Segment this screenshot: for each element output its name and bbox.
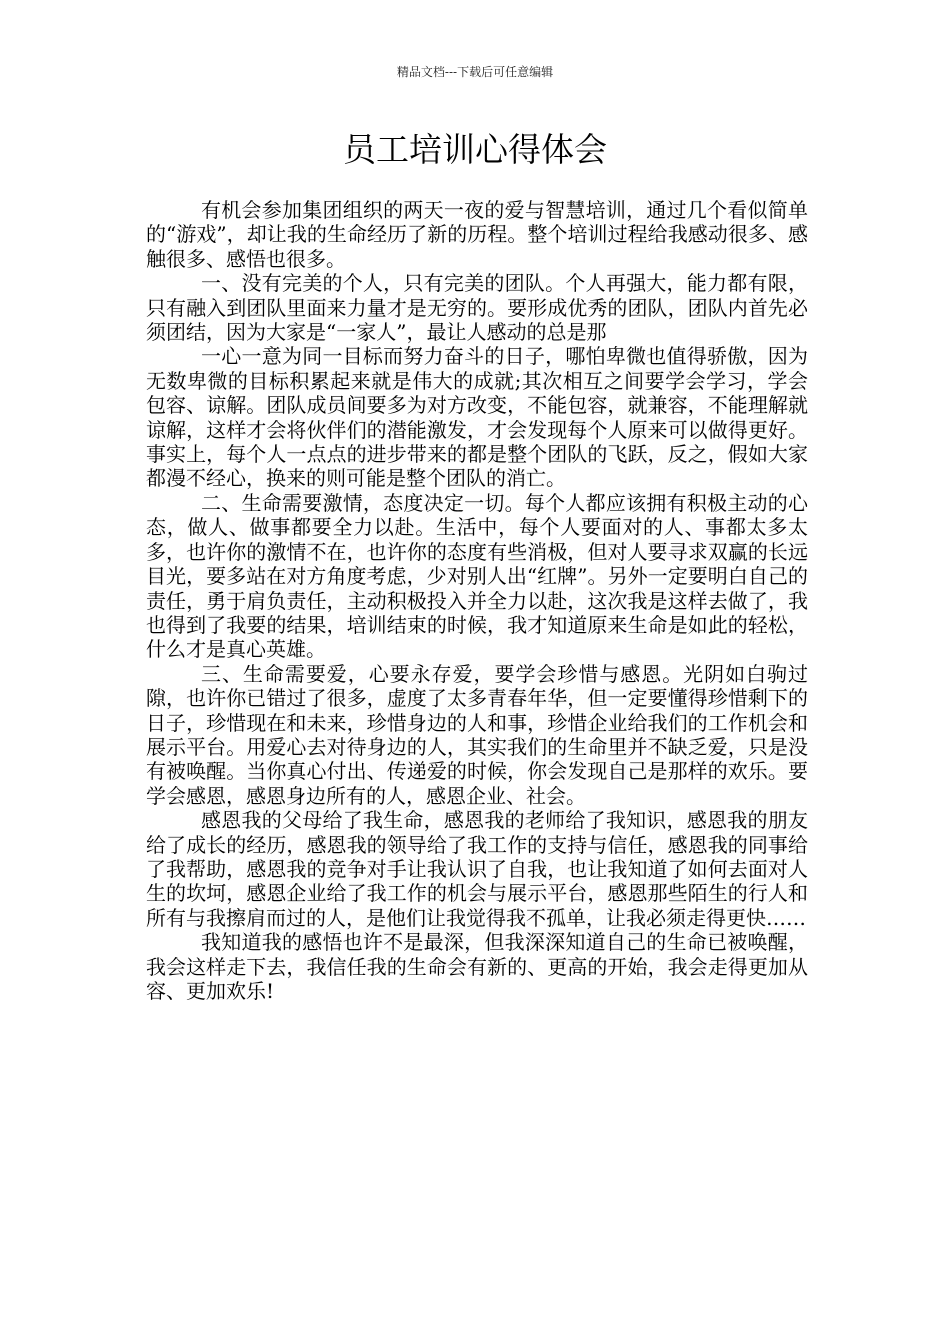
paragraph-conclusion: 我知道我的感悟也许不是最深，但我深深知道自己的生命已被唤醒，我会这样走下去，我信任我的生命会有新的、更高的开始，我会走得更加从容、更加欢乐!	[146, 930, 808, 1003]
paragraph-intro: 有机会参加集团组织的两天一夜的爱与智慧培训，通过几个看似简单的“游戏”，却让我的生命经历了新的历程。整个培训过程给我感动很多、感触很多、感悟也很多。	[146, 198, 808, 271]
document-title: 员工培训心得体会	[343, 130, 607, 169]
paragraph-team-continued: 一心一意为同一目标而努力奋斗的日子，哪怕卑微也值得骄傲，因为无数卑微的目标积累起来就是伟大的成就;其次相互之间要学会学习，学会包容、谅解。团队成员间要多为对方改变，不能包容，就兼容，不能理解就谅解，这样才会将伙伴们的潜能激发，才会发现每个人原来可以做得更好。事实上，每个人一点点的进步带来的都是整个团队的飞跃，反之，假如大家都漫不经心，换来的则可能是整个团队的消亡。	[146, 344, 808, 491]
paragraph-love: 三、生命需要爱，心要永存爱，要学会珍惜与感恩。光阴如白驹过隙，也许你已错过了很多，虚度了太多青春年华，但一定要懂得珍惜剩下的日子，珍惜现在和未来，珍惜身边的人和事，珍惜企业给我们的工作机会和展示平台。用爱心去对待身边的人，其实我们的生命里并不缺乏爱，只是没有被唤醒。当你真心付出、传递爱的时候，你会发现自己是那样的欢乐。要学会感恩，感恩身边所有的人，感恩企业、社会。	[146, 661, 808, 808]
document-body	[146, 198, 808, 1003]
page-header: 精品文档---下载后可任意编辑	[396, 65, 554, 79]
paragraph-gratitude: 感恩我的父母给了我生命，感恩我的老师给了我知识，感恩我的朋友给了成长的经历，感恩我的领导给了我工作的支持与信任，感恩我的同事给了我帮助，感恩我的竞争对手让我认识了自我，也让我知道了如何去面对人生的坎坷，感恩企业给了我工作的机会与展示平台，感恩那些陌生的行人和所有与我擦肩而过的人，是他们让我觉得我不孤单，让我必须走得更快……	[146, 808, 808, 930]
paragraph-team: 一、没有完美的个人，只有完美的团队。个人再强大，能力都有限，只有融入到团队里面来力量才是无穷的。要形成优秀的团队，团队内首先必须团结，因为大家是“一家人”，最让人感动的总是那	[146, 271, 808, 345]
paragraph-passion: 二、生命需要激情，态度决定一切。每个人都应该拥有积极主动的心态，做人、做事都要全力以赴。生活中，每个人要面对的人、事都太多太多，也许你的激情不在，也许你的态度有些消极，但对人要寻求双赢的长远目光，要多站在对方角度考虑，少对别人出“红牌”。另外一定要明白自己的责任，勇于肩负责任，主动积极投入并全力以赴，这次我是这样去做了，我也得到了我要的结果，培训结束的时候，我才知道原来生命是如此的轻松，什么才是真心英雄。	[146, 490, 808, 662]
